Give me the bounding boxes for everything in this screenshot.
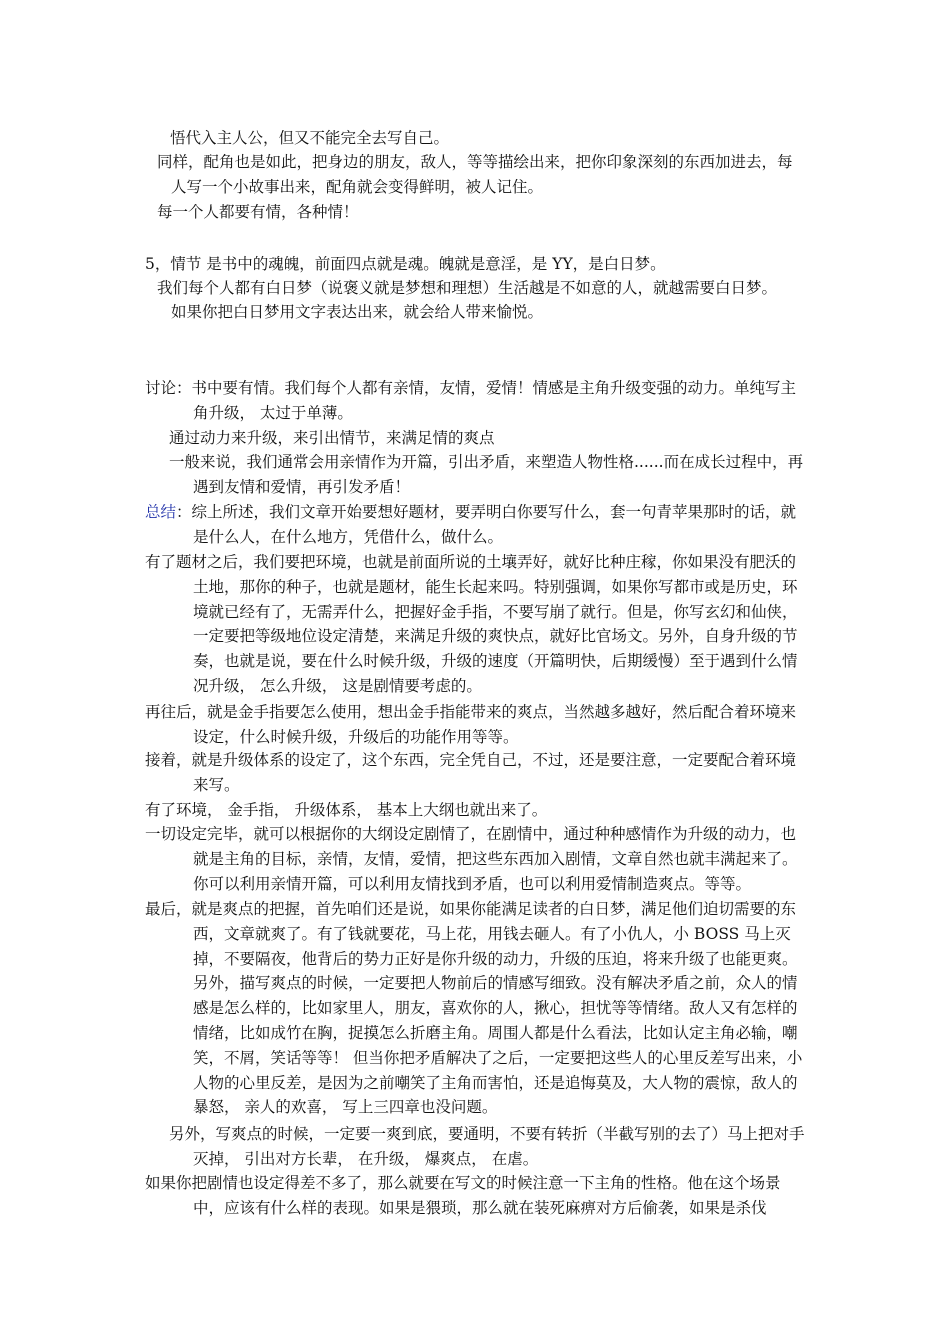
paragraph-5: 我们每个人都有白日梦（说褒义就是梦想和理想）生活越是不如意的人，就越需要白日梦。 bbox=[157, 279, 778, 297]
paragraph-12: 再往后，就是金手指要怎么使用，想出金手指能带来的爽点，当然越多越好，然后配合着环境来设定，什么时候升级，升级后的功能作用等等。 bbox=[145, 703, 797, 746]
paragraph-summary bbox=[145, 500, 807, 550]
summary-label: 总结 bbox=[145, 503, 177, 521]
paragraph-2: 同样，配角也是如此，把身边的朋友，敌人，等等描绘出来，把你印象深刻的东西加进去，每人写一个小故事出来，配角就会变得鲜明，被人记住。 bbox=[157, 153, 793, 196]
paragraph-8: 通过动力来升级，来引出情节，来满足情的爽点 bbox=[169, 429, 495, 447]
paragraph-11: 有了题材之后，我们要把环境，也就是前面所说的土壤弄好，就好比种庄稼，你如果没有肥沃的土地，那你的种子，也就是题材，能生长起来吗。特别强调，如果你写都市或是历史，环境就已经有了，无需弄什么，把握好金手指，不要写崩了就行。但是，你写玄幻和仙侠，一定要把等级地位设定清楚，来满足升级的爽快点，就好比官场文。另外，自身升级的节奏，也就是说，要在什么时候升级，升级的速度（开篇明快，后期缓慢）至于遇到什么情况升级， 怎么升级， 这是剧情要考虑的。 bbox=[145, 553, 798, 695]
paragraph-discussion: 讨论：书中要有情。我们每个人都有亲情，友情，爱情！情感是主角升级变强的动力。单纯写主角升级， 太过于单薄。 bbox=[145, 379, 797, 422]
paragraph-17: 另外，写爽点的时候，一定要一爽到底，要通明，不要有转折（半截写别的去了）马上把对手灭掉， 引出对方长辈， 在升级， 爆爽点， 在虐。 bbox=[169, 1125, 805, 1168]
paragraph-9: 一般来说，我们通常会用亲情作为开篇，引出矛盾，来塑造人物性格......而在成长过程中，再遇到友情和爱情，再引发矛盾！ bbox=[169, 453, 804, 496]
paragraph-13: 接着，就是升级体系的设定了，这个东西，完全凭自己，不过，还是要注意，一定要配合着环境来写。 bbox=[145, 751, 797, 794]
paragraph-4: 5，情节 是书中的魂魄，前面四点就是魂。魄就是意淫，是 YY，是白日梦。 bbox=[145, 255, 666, 273]
paragraph-15: 一切设定完毕，就可以根据你的大纲设定剧情了，在剧情中，通过种种感情作为升级的动力，也就是主角的目标，亲情，友情，爱情，把这些东西加入剧情，文章自然也就丰满起来了。你可以利用亲情开篇，可以利用友情找到矛盾，也可以利用爱情制造爽点。等等。 bbox=[145, 825, 798, 893]
paragraph-1: 悟代入主人公，但又不能完全去写自己。 bbox=[170, 129, 450, 147]
summary-text: ：综上所述，我们文章开始要想好题材，要弄明白你要写什么，套一句青苹果那时的话，就是什么人，在什么地方，凭借什么，做什么。 bbox=[176, 503, 797, 546]
paragraph-6: 如果你把白日梦用文字表达出来，就会给人带来愉悦。 bbox=[171, 303, 544, 321]
paragraph-14: 有了环境， 金手指， 升级体系， 基本上大纲也就出来了。 bbox=[145, 801, 548, 819]
paragraph-16: 最后，就是爽点的把握，首先咱们还是说，如果你能满足读者的白日梦，满足他们迫切需要的东西，文章就爽了。有了钱就要花，马上花，用钱去砸人。有了小仇人，小 BOSS 马上灭掉，不要隔夜，他背后的势力正好是你升级的动力，升级的压迫，将来升级了也能更爽。另外，描写爽点的时候，一定要把人物前后的情感写细致。没有解决矛盾之前，众人的情感是怎么样的，比如家里人，朋友，喜欢你的人，揪心，担忧等等情绪。敌人又有怎样的情绪，比如成竹在胸，捉摸怎么折磨主角。周围人都是什么看法，比如认定主角必输，嘲笑，不屑，笑话等等！ 但当你把矛盾解决了之后，一定要把这些人的心里反差写出来，小人物的心里反差，是因为之前嘲笑了主角而害怕，还是追悔莫及，大人物的震惊，敌人的暴怒， 亲人的欢喜， 写上三四章也没问题。 bbox=[145, 900, 803, 1117]
paragraph-3: 每一个人都要有情，各种情！ bbox=[157, 203, 359, 221]
paragraph-18: 如果你把剧情也设定得差不多了，那么就要在写文的时候注意一下主角的性格。他在这个场景中，应该有什么样的表现。如果是猥琐，那么就在装死麻痹对方后偷袭，如果是杀伐 bbox=[145, 1174, 781, 1217]
